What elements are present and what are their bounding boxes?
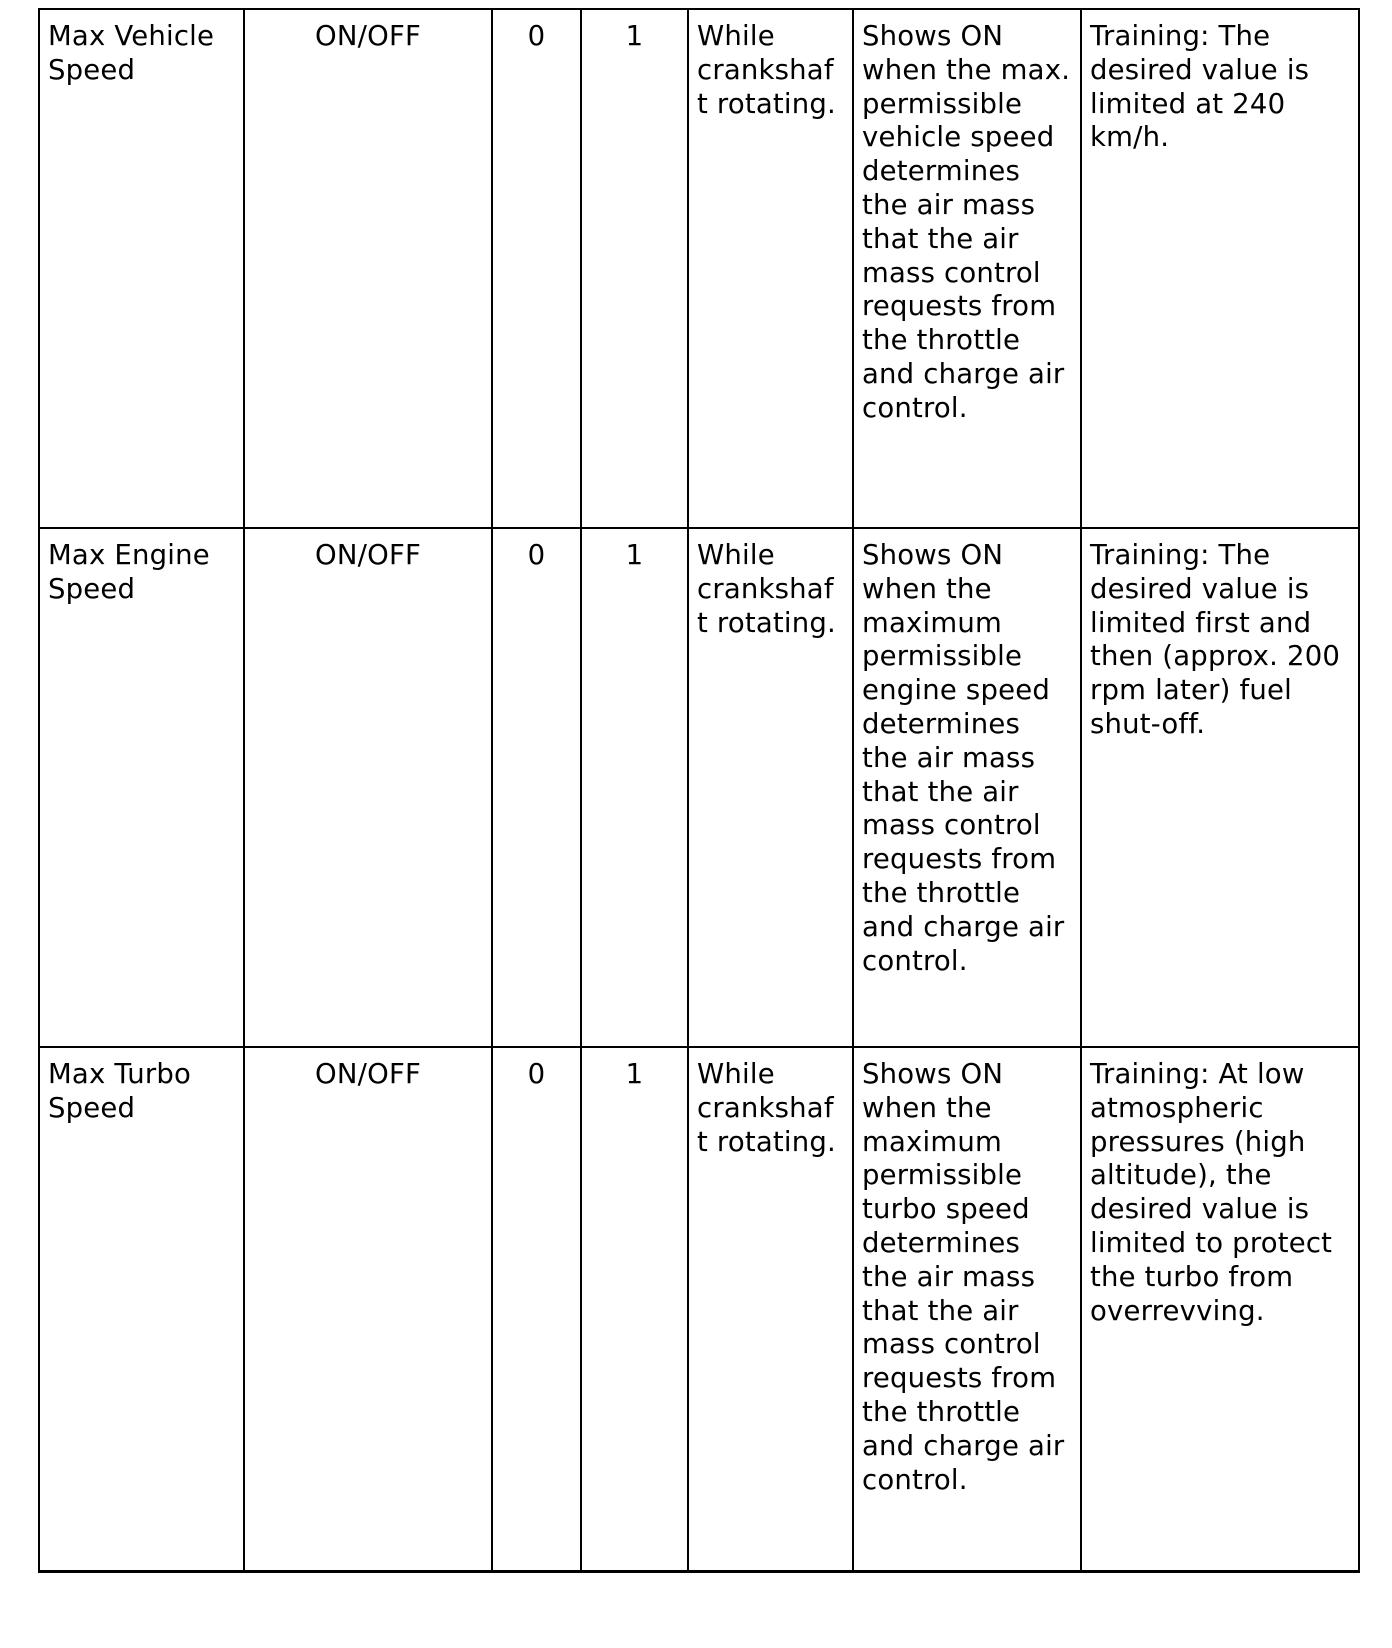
parameter-name: Max Engine Speed	[48, 539, 210, 605]
description-text: Shows ON when the maximum permissible turbo speed determines the air mass that the air mass control requests from the throttle and charge air control.	[862, 1058, 1065, 1496]
parameter-type-cell	[244, 9, 492, 528]
min-value-cell	[492, 528, 581, 1047]
notes-text: Training: At low atmospheric pressures (high altitude), the desired value is limited to protect the turbo from overrevving.	[1090, 1058, 1333, 1327]
min-value-cell	[492, 1047, 581, 1571]
condition-text: While crankshaft rotating.	[697, 20, 836, 120]
max-value-cell	[581, 9, 688, 528]
max-value: 1	[625, 20, 644, 52]
notes-text: Training: The desired value is limited first and then (approx. 200 rpm later) fuel shut-off.	[1090, 539, 1341, 740]
max-value: 1	[625, 1058, 644, 1090]
parameter-table	[38, 8, 1360, 1573]
description-text: Shows ON when the max. permissible vehicle speed determines the air mass that the air mass control requests from the throttle and charge air control.	[862, 20, 1071, 424]
parameter-type-cell	[244, 1047, 492, 1571]
min-value-cell	[492, 9, 581, 528]
parameter-type: ON/OFF	[315, 20, 421, 52]
description-text: Shows ON when the maximum permissible engine speed determines the air mass that the air mass control requests from the throttle and charge air control.	[862, 539, 1065, 977]
table-row	[39, 1047, 1359, 1571]
max-value-cell	[581, 528, 688, 1047]
parameter-name-cell	[39, 1047, 244, 1571]
parameter-type-cell	[244, 528, 492, 1047]
parameter-name: Max Turbo Speed	[48, 1058, 192, 1124]
condition-cell	[688, 1047, 853, 1571]
description-cell	[853, 9, 1081, 528]
parameter-type: ON/OFF	[315, 1058, 421, 1090]
condition-cell	[688, 528, 853, 1047]
parameter-name: Max Vehicle Speed	[48, 20, 215, 86]
condition-text: While crankshaft rotating.	[697, 539, 836, 639]
table-row	[39, 528, 1359, 1047]
notes-cell	[1081, 1047, 1359, 1571]
notes-cell	[1081, 528, 1359, 1047]
max-value: 1	[625, 539, 644, 571]
notes-text: Training: The desired value is limited at 240 km/h.	[1090, 20, 1310, 154]
parameter-name-cell	[39, 9, 244, 528]
description-cell	[853, 1047, 1081, 1571]
parameter-type: ON/OFF	[315, 539, 421, 571]
notes-cell	[1081, 9, 1359, 528]
min-value: 0	[527, 20, 546, 52]
max-value-cell	[581, 1047, 688, 1571]
min-value: 0	[527, 539, 546, 571]
parameter-name-cell	[39, 528, 244, 1047]
description-cell	[853, 528, 1081, 1047]
condition-text: While crankshaft rotating.	[697, 1058, 836, 1158]
condition-cell	[688, 9, 853, 528]
min-value: 0	[527, 1058, 546, 1090]
table-row	[39, 9, 1359, 528]
